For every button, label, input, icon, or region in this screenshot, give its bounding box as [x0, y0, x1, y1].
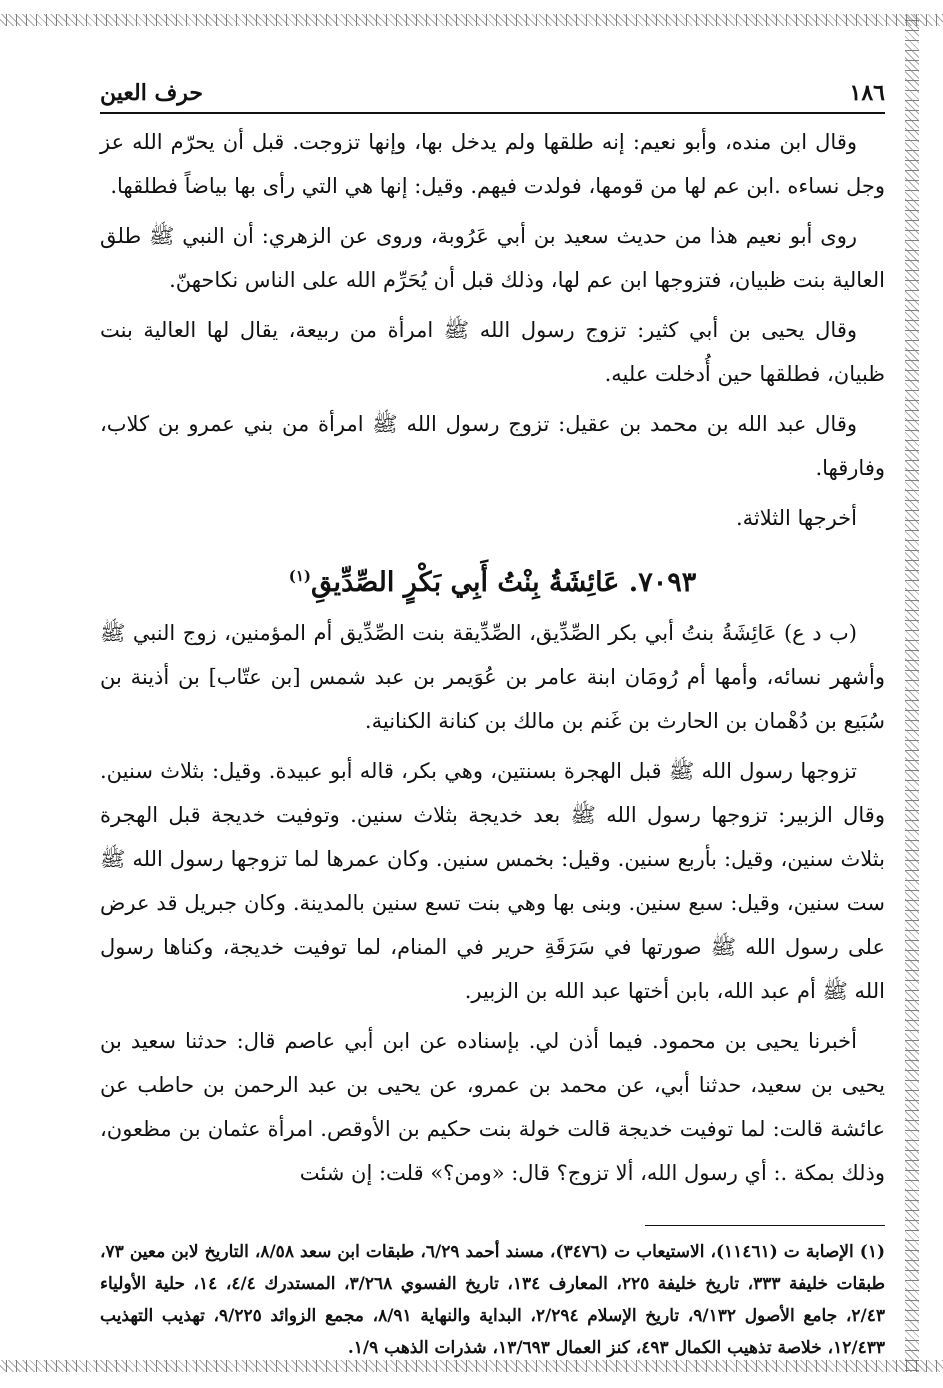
paragraph: أخبرنا يحيى بن محمود. فيما أذن لي. بإسناده عن ابن أبي عاصم قال: حدثنا سعيد بن يحيى بن سعيد، حدثنا أبي، عن محمد بن عمرو، عن يحيى بن عبد الرحمن بن حاطب عن عائشة قالت: لما توفيت خديجة قالت خولة بنت حكيم بن الأوقص. امرأة عثمان بن مظعون، وذلك بمكة .: أي رسول الله، ألا تزوج؟ قال: «ومن؟» قلت: إن شئت	[100, 1029, 885, 1185]
page-body	[100, 120, 885, 1195]
ornamental-border-top	[0, 14, 943, 26]
entry-heading	[100, 554, 885, 605]
paragraph: تزوجها رسول الله ﷺ قبل الهجرة بسنتين، وهي بكر، قاله أبو عبيدة. وقيل: بثلاث سنين. وقال الزبير: تزوجها رسول الله ﷺ بعد خديجة بثلاث سنين. وتوفيت خديجة قبل الهجرة بثلاث سنين، وقيل: بأربع سنين. وقيل: بخمس سنين. وكان عمرها لما تزوجها رسول الله ﷺ ست سنين، وقيل: سبع سنين. وبنى بها وهي بنت تسع سنين بالمدينة. وكان جبريل قد عرض على رسول الله ﷺ صورتها في سَرَقَةِ حرير في المنام، لما توفيت خديجة، وكناها رسول الله ﷺ أم عبد الله، بابن أختها عبد الله بن الزبير.	[100, 759, 885, 1003]
footnote-text: (١) الإصابة ت (١١٤٦١)، الاستيعاب ت (٣٤٧٦)، مسند أحمد ٦/٢٩، طبقات ابن سعد ٨/٥٨، التاريخ لابن معين ٧٣، طبقات خليفة ٣٣٣، تاريخ خليفة ٢٢٥، المعارف ١٣٤، تاريخ الفسوي ٣/٢٦٨، المستدرك ٤/٤، ١٤، حلية الأولياء ٢/٤٣، جامع الأصول ٩/١٣٢، تاريخ الإسلام ٢/٢٩٤، البداية والنهاية ٨/٩١، مجمع الزوائد ٩/٢٢٥، تهذيب التهذيب ١٢/٤٣٣، خلاصة تذهيب الكمال ٤٩٣، كنز العمال ١٣/٦٩٣، شذرات الذهب ١/٩.	[100, 1242, 886, 1358]
page-header	[100, 80, 885, 114]
section-title: حرف العين	[100, 80, 204, 106]
paragraph: وقال عبد الله بن محمد بن عقيل: تزوج رسول الله ﷺ امرأة من بني عمرو بن كلاب، وفارقها.	[100, 412, 885, 480]
paragraph: أخرجها الثلاثة.	[735, 506, 857, 530]
paragraph: (ب د ع) عَائِشَةُ بنتُ أبي بكر الصِّدِّيق، الصِّدِّيقة بنت الصِّدِّيق أم المؤمنين، زوج النبي ﷺ وأشهر نسائه، وأمها أم رُومَان ابنة عامر بن عُوَيمر بن عبد شمس [بن عتّاب] بن أذينة بن سُبَيع بن دُهْمان بن الحارث بن غَنم بن مالك بن كنانة الكنانية.	[100, 621, 885, 733]
book-page	[100, 80, 885, 1364]
paragraph: روى أبو نعيم هذا من حديث سعيد بن أبي عَرُوبة، وروى عن الزهري: أن النبي ﷺ طلق العالية بنت ظبيان، فتزوجها ابن عم لها، وذلك قبل أن يُحَرِّم الله على الناس نكاحهنّ.	[100, 224, 885, 292]
footnote-marker: (١)	[288, 567, 312, 585]
ornamental-border-side	[905, 14, 919, 1372]
footnote-divider	[645, 1225, 885, 1226]
paragraph: وقال ابن منده، وأبو نعيم: إنه طلقها ولم يدخل بها، وإنها تزوجت. قبل أن يحرّم الله عز وجل نساءه .ابن عم لها من قومها، فولدت فيهم. وقيل: إنها هي التي رأى بها بياضاً فطلقها.	[100, 130, 885, 198]
page-number: ١٨٦	[849, 80, 885, 106]
paragraph: وقال يحيى بن أبي كثير: تزوج رسول الله ﷺ امرأة من ربيعة، يقال لها العالية بنت ظبيان، فطلقها حين أُدخلت عليه.	[100, 318, 885, 386]
entry-title-text: ٧٠٩٣. عَائِشَةُ بِنْتُ أَبِي بَكْرٍ الصِّدِّيقِ	[311, 567, 697, 598]
